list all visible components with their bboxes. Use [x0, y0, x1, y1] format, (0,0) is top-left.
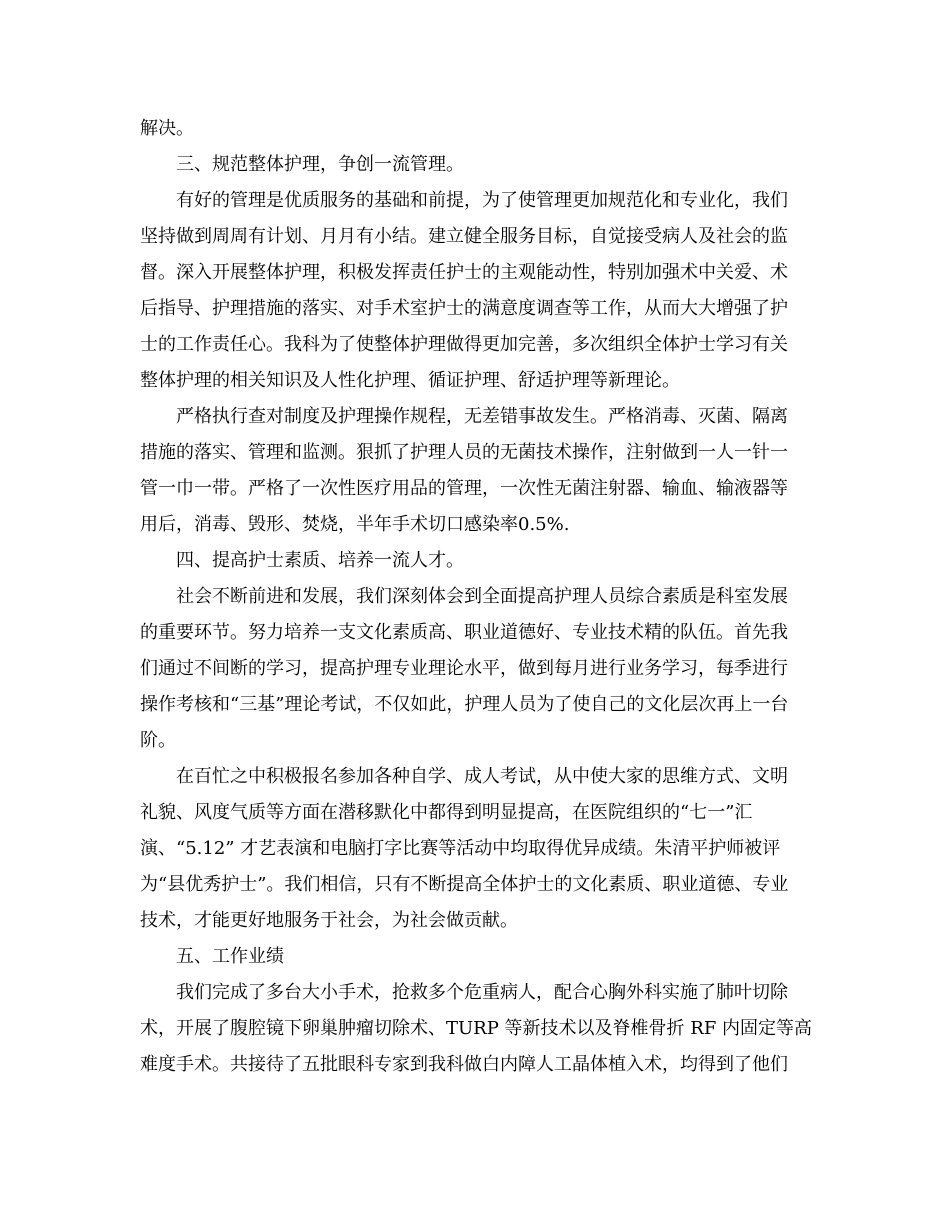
text-line: 为“县优秀护士”。我们相信，只有不断提高全体护士的文化素质、职业道德、专业: [140, 874, 789, 895]
text-line: 礼貌、风度气质等方面在潜移默化中都得到明显提高，在医院组织的“七一”汇: [140, 802, 753, 823]
text-line: 阶。: [140, 730, 176, 751]
text-line: 难度手术。共接待了五批眼科专家到我科做白内障人工晶体植入术，均得到了他们: [140, 1054, 788, 1075]
text-line: 解决。: [140, 118, 194, 139]
text-line: 用后，消毒、毁形、焚烧，半年手术切口感染率0.5%.: [140, 514, 570, 535]
text-line: 有好的管理是优质服务的基础和前提，为了使管理更加规范化和专业化，我们: [176, 190, 788, 211]
text-line: 督。深入开展整体护理，积极发挥责任护士的主观能动性，特别加强术中关爱、术: [140, 262, 788, 283]
text-line: 在百忙之中积极报名参加各种自学、成人考试，从中使大家的思维方式、文明: [176, 766, 788, 787]
text-line: 坚持做到周周有计划、月月有小结。建立健全服务目标，自觉接受病人及社会的监: [140, 226, 788, 247]
text-line: 的重要环节。努力培养一支文化素质高、职业道德好、专业技术精的队伍。首先我: [140, 622, 788, 643]
section-heading: 三、规范整体护理，争创一流管理。: [176, 154, 464, 175]
text-line: 术，开展了腹腔镜下卵巢肿瘤切除术、TURP 等新技术以及脊椎骨折 RF 内固定等高: [140, 1018, 813, 1039]
text-line: 措施的落实、管理和监测。狠抓了护理人员的无菌技术操作，注射做到一人一针一: [140, 442, 788, 463]
text-line: 们通过不间断的学习，提高护理专业理论水平，做到每月进行业务学习，每季进行: [140, 658, 788, 679]
text-line: 管一巾一带。严格了一次性医疗用品的管理，一次性无菌注射器、输血、输液器等: [140, 478, 788, 499]
section-heading: 五、工作业绩: [176, 946, 284, 967]
text-line: 演、“5.12” 才艺表演和电脑打字比赛等活动中均取得优异成绩。朱清平护师被评: [140, 838, 781, 859]
text-line: 士的工作责任心。我科为了使整体护理做得更加完善，多次组织全体护士学习有关: [140, 334, 788, 355]
text-line: 后指导、护理措施的落实、对手术室护士的满意度调查等工作，从而大大增强了护: [140, 298, 788, 319]
text-line: 严格执行查对制度及护理操作规程，无差错事故发生。严格消毒、灭菌、隔离: [176, 406, 788, 427]
text-line: 我们完成了多台大小手术，抢救多个危重病人，配合心胸外科实施了肺叶切除: [176, 982, 788, 1003]
text-line: 社会不断前进和发展，我们深刻体会到全面提高护理人员综合素质是科室发展: [176, 586, 788, 607]
text-line: 整体护理的相关知识及人性化护理、循证护理、舒适护理等新理论。: [140, 370, 680, 391]
text-line: 操作考核和“三基”理论考试，不仅如此，护理人员为了使自己的文化层次再上一台: [140, 694, 789, 715]
text-line: 技术，才能更好地服务于社会，为社会做贡献。: [140, 910, 518, 931]
section-heading: 四、提高护士素质、培养一流人才。: [176, 550, 464, 571]
